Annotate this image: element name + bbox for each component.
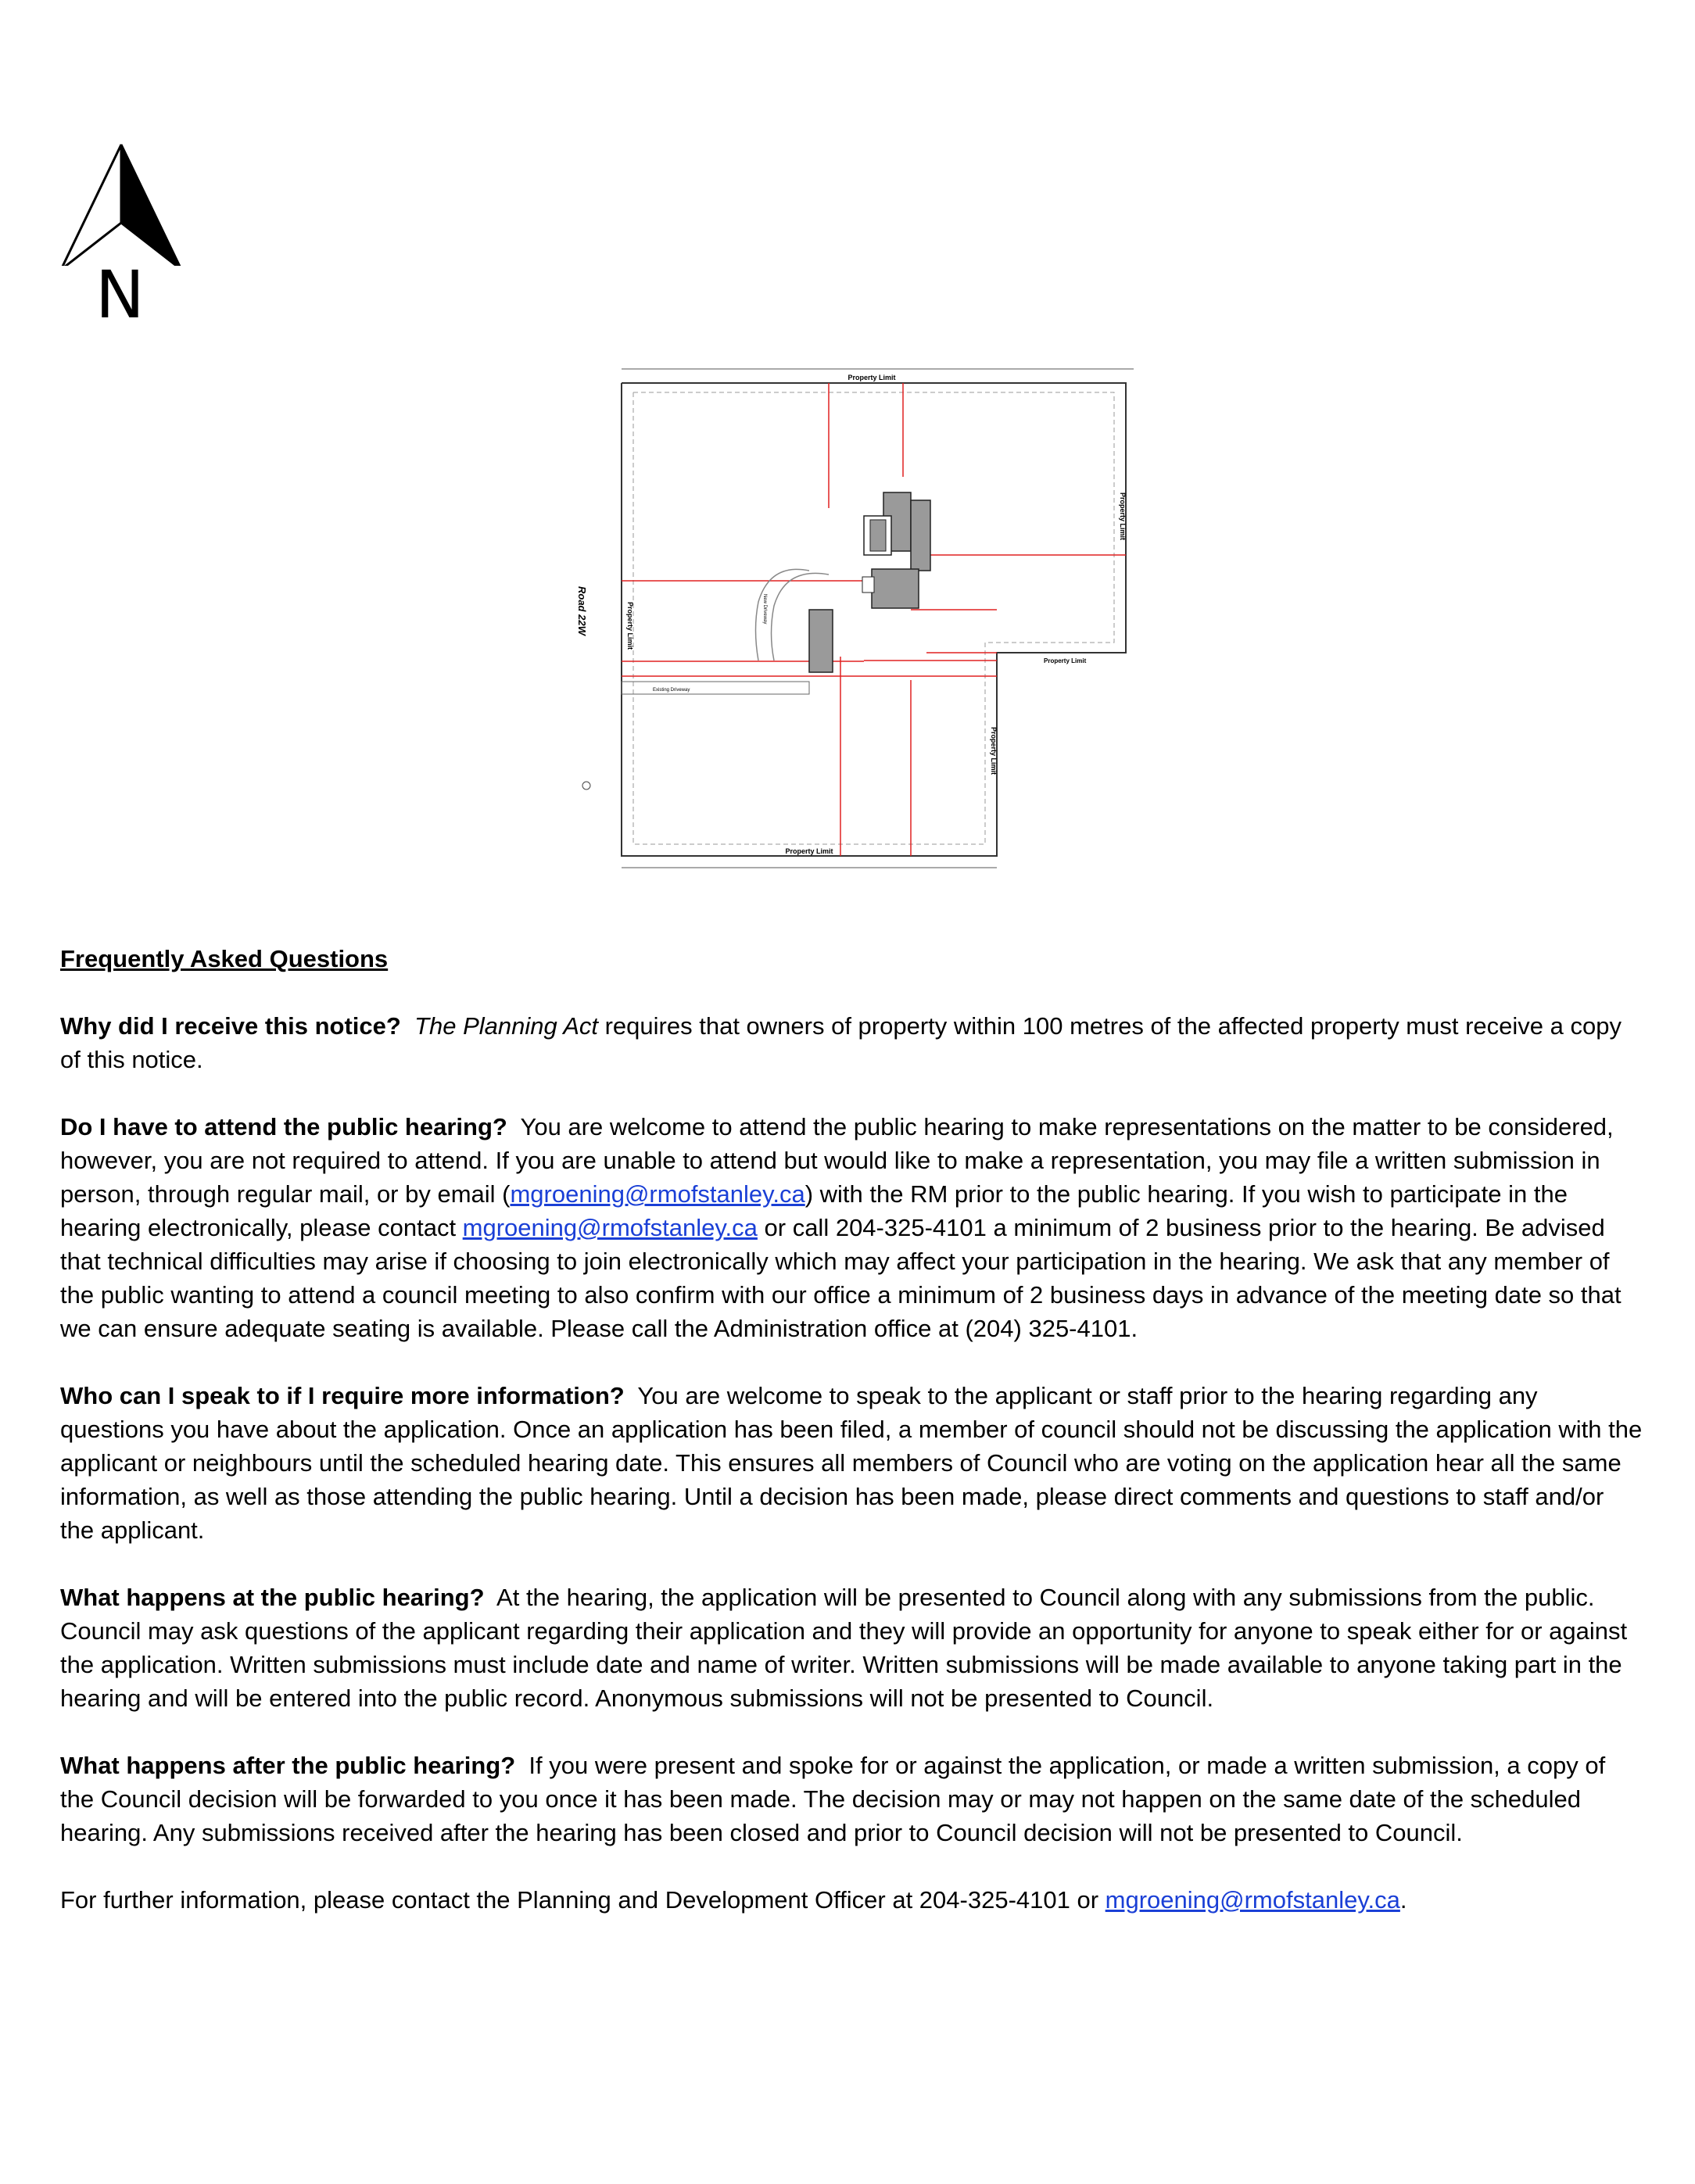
faq-answer: If you were present and spoke for or against the application, or made a written submission, a copy of the Council decision will be forwarded to you once it has been made. The decision may or may not happen on the same date of the scheduled hearing. Any submissions received after the hearing has been closed and prior to Council decision will not be presented to Council. <box>60 1752 1606 1846</box>
label-property-limit-step: Property Limit <box>1044 657 1087 664</box>
faq-answer: or call 204-325-4101 a minimum of 2 business prior to the hearing. Be advised that technical difficulties may arise if choosing to join electronically which may affect your participation in the hearing. We ask that any member of the public wanting to attend a council meeting to also confirm with our office a minimum of 2 business days in advance of the meeting date so that we can ensure adequate seating is available. Please call the Administration office at (204) 325-4101. <box>60 1214 1622 1342</box>
faq-answer: requires that owners of property within 100 metres of the affected property must receive a copy of this notice. <box>60 1012 1622 1073</box>
faq-item-more-info <box>60 1379 1643 1547</box>
faq-item-attend <box>60 1110 1643 1345</box>
north-arrow <box>55 141 188 333</box>
property-boundary <box>622 383 1126 856</box>
label-new-driveway: New Driveway <box>762 594 767 625</box>
faq-question: Why did I receive this notice? <box>60 1012 401 1040</box>
faq-heading: Frequently Asked Questions <box>60 945 389 972</box>
garage-footprint <box>809 610 833 672</box>
planning-act-title: The Planning Act <box>414 1012 598 1040</box>
house-footprint <box>862 492 930 608</box>
contact-end: . <box>1399 1886 1407 1914</box>
faq-item-after-hearing <box>60 1749 1643 1849</box>
faq-answer: You are welcome to attend the public hearing to make representations on the matter to be considered, however, you are not required to attend. If you are unable to attend but would like to make a representation, you may file a written submission in person, through regular mail, or by email ( <box>60 1113 1614 1208</box>
faq-question: Who can I speak to if I require more information? <box>60 1382 625 1409</box>
north-label: N <box>95 256 145 333</box>
label-property-limit-top: Property Limit <box>848 374 896 381</box>
faq-answer: At the hearing, the application will be presented to Council along with any submissions from the public. Council may ask questions of the applicant regarding their application and they will provide an opportunity for anyone to speak either for or against the application. Written submissions must include date and name of writer. Written submissions will be made available to anyone taking part in the hearing and will be entered into the public record. Anonymous submissions will not be presented to Council. <box>60 1584 1628 1712</box>
existing-driveway <box>622 682 809 694</box>
faq-item-at-hearing <box>60 1581 1643 1715</box>
contact-line <box>60 1883 1643 1917</box>
setback-line <box>633 392 1114 844</box>
north-arrow-icon <box>55 141 188 266</box>
faq-section <box>60 942 1643 1950</box>
label-property-limit-left: Property Limit <box>626 602 634 650</box>
label-existing-driveway: Existing Driveway <box>653 688 690 693</box>
label-property-limit-inner: Property Limit <box>990 727 998 775</box>
label-property-limit-right: Property Limit <box>1119 492 1127 541</box>
contact-text: For further information, please contact the Planning and Development Officer at 204-325-4101 or <box>60 1886 1106 1914</box>
faq-question: What happens at the public hearing? <box>60 1584 485 1611</box>
email-link[interactable]: mgroening@rmofstanley.ca <box>1105 1886 1400 1914</box>
scale-marker <box>582 782 590 789</box>
faq-answer: You are welcome to speak to the applicant or staff prior to the hearing regarding any questions you have about the application. Once an application has been filed, a member of council should not be discussing the application with the applicant or neighbours until the scheduled hearing date. This ensures all members of Council who are voting on the application hear all the same information, as well as those attending the public hearing. Until a decision has been made, please direct comments and questions to staff and/or the applicant. <box>60 1382 1643 1544</box>
email-link[interactable]: mgroening@rmofstanley.ca <box>510 1180 805 1208</box>
faq-answer: ) with the RM prior to the public hearing. If you wish to participate in the hearing electronically, please contact <box>60 1180 1568 1241</box>
email-link[interactable]: mgroening@rmofstanley.ca <box>462 1214 758 1241</box>
label-road: Road 22W <box>576 586 588 636</box>
faq-question: Do I have to attend the public hearing? <box>60 1113 507 1140</box>
label-property-limit-bottom: Property Limit <box>785 847 833 855</box>
site-plan-drawing <box>559 360 1138 875</box>
measurement-lines <box>622 383 1126 856</box>
faq-question: What happens after the public hearing? <box>60 1752 516 1779</box>
faq-item-why-notice <box>60 1009 1643 1076</box>
